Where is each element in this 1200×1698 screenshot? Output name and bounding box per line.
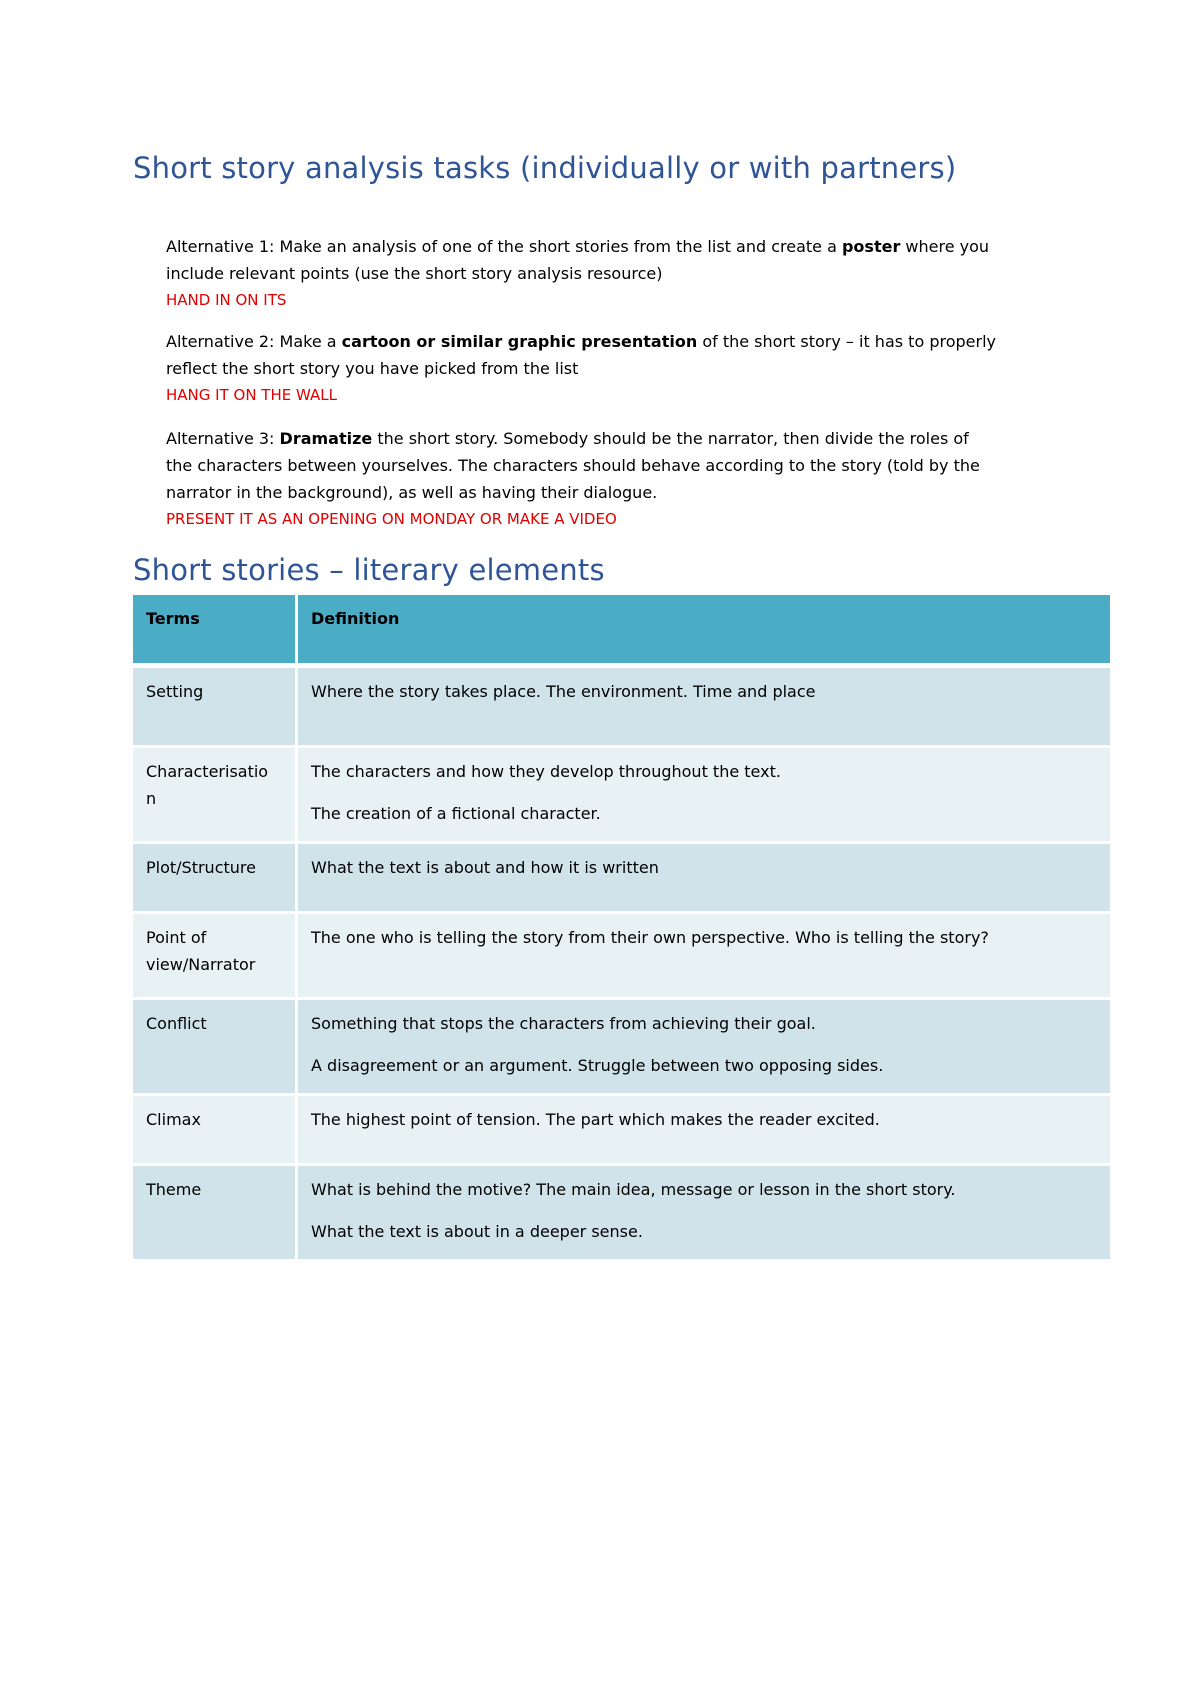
- alternative-text: [166, 332, 996, 378]
- table-header-row: [133, 595, 1110, 668]
- table-row: [133, 668, 1110, 748]
- definition-line: The one who is telling the story from their own perspective. Who is telling the story?: [311, 928, 989, 947]
- table-row: [133, 1096, 1110, 1166]
- section-title-tasks: Short story analysis tasks (individually or with partners): [133, 151, 957, 185]
- alternative-3: [166, 425, 996, 533]
- definition-line: What is behind the motive? The main idea, message or lesson in the short story.: [311, 1180, 956, 1199]
- definition-cell: [298, 1166, 1110, 1262]
- definition-line: The creation of a fictional character.: [311, 804, 601, 823]
- term-cell: Characterisatio n: [133, 748, 298, 844]
- literary-elements-table: [133, 595, 1110, 1262]
- alternative-text: [166, 237, 989, 283]
- alternative-text: [166, 429, 980, 502]
- definition-cell: [298, 668, 1110, 748]
- header-definition: Definition: [298, 595, 1110, 668]
- term-cell: Climax: [133, 1096, 298, 1166]
- instruction-note: HAND IN ON ITS: [166, 291, 287, 309]
- instruction-note: PRESENT IT AS AN OPENING ON MONDAY OR MAKE A VIDEO: [166, 510, 617, 528]
- table-row: [133, 914, 1110, 1000]
- definition-line: Where the story takes place. The environment. Time and place: [311, 682, 816, 701]
- term-cell: Setting: [133, 668, 298, 748]
- header-terms: Terms: [133, 595, 298, 668]
- definition-line: What the text is about in a deeper sense.: [311, 1222, 643, 1241]
- definition-line: What the text is about and how it is written: [311, 858, 659, 877]
- alternative-label: Alternative 3:: [166, 429, 275, 448]
- table-body: [133, 668, 1110, 1262]
- instruction-note: HANG IT ON THE WALL: [166, 386, 337, 404]
- definition-cell: [298, 1000, 1110, 1096]
- alternative-label: Alternative 2:: [166, 332, 275, 351]
- definition-cell: [298, 914, 1110, 1000]
- definition-line: A disagreement or an argument. Struggle between two opposing sides.: [311, 1056, 884, 1075]
- term-cell: Theme: [133, 1166, 298, 1262]
- alternative-label: Alternative 1:: [166, 237, 275, 256]
- table-row: [133, 1000, 1110, 1096]
- definition-cell: [298, 748, 1110, 844]
- emphasis-text: poster: [841, 237, 901, 256]
- body-text: Make a: [274, 332, 342, 351]
- section-title-literary-elements: Short stories – literary elements: [133, 553, 605, 587]
- definition-line: The highest point of tension. The part which makes the reader excited.: [311, 1110, 880, 1129]
- term-cell: Conflict: [133, 1000, 298, 1096]
- term-cell: Point of view/Narrator: [133, 914, 298, 1000]
- emphasis-text: cartoon or similar graphic presentation: [341, 332, 698, 351]
- emphasis-text: Dramatize: [279, 429, 373, 448]
- body-text: the short story. Somebody should be the narrator, then divide the roles of the characters between yourselves. The characters should behave according to the story (told by the narrator in the background), as well as having their dialogue.: [166, 429, 980, 502]
- term-cell: Plot/Structure: [133, 844, 298, 914]
- body-text: where you include relevant points (use the short story analysis resource): [166, 237, 990, 283]
- body-text: Make an analysis of one of the short stories from the list and create a: [274, 237, 842, 256]
- definition-line: Something that stops the characters from achieving their goal.: [311, 1014, 816, 1033]
- table-row: [133, 1166, 1110, 1262]
- definition-line: The characters and how they develop throughout the text.: [311, 762, 781, 781]
- alternative-2: [166, 328, 996, 409]
- alternative-1: [166, 233, 996, 314]
- definition-cell: [298, 1096, 1110, 1166]
- body-text: of the short story – it has to properly reflect the short story you have picked from the list: [166, 332, 996, 378]
- table-row: [133, 748, 1110, 844]
- table-row: [133, 844, 1110, 914]
- definition-cell: [298, 844, 1110, 914]
